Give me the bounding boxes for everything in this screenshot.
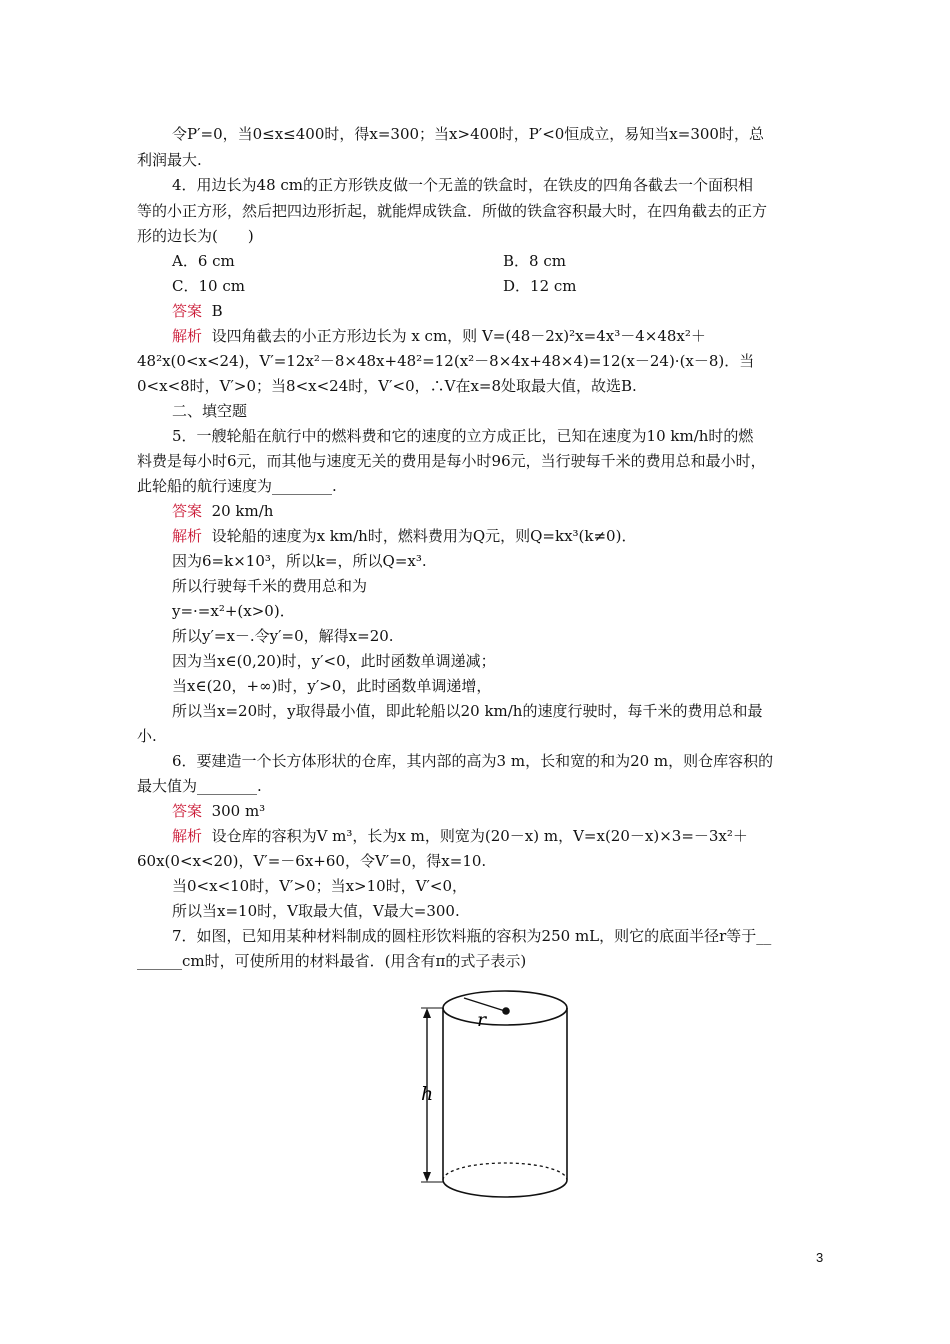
height-arrow-top <box>423 1008 431 1018</box>
text-line: 小. <box>137 727 157 745</box>
center-dot <box>502 1007 510 1015</box>
answer-label: 答案 <box>172 502 203 520</box>
cylinder-bottom-back <box>443 1163 567 1180</box>
radius-label: r <box>477 1009 487 1031</box>
text-line: 当0<x<10时，V′>0；当x>10时，V′<0， <box>172 877 468 895</box>
text-line: 因为当x∈(0,20)时，y′<0，此时函数单调递减； <box>172 652 496 670</box>
answer-label: 答案 <box>172 802 203 820</box>
text-line: 0<x<8时，V′>0；当8<x<24时，V′<0，∴V在x=8处取最大值，故选B. <box>137 377 637 395</box>
analysis-text: 设轮船的速度为x km/h时，燃料费用为Q元，则Q=kx³(k≠0)． <box>211 527 637 545</box>
text-line: 所以行驶每千米的费用总和为 <box>172 577 368 595</box>
answer-value: B <box>211 302 223 320</box>
answer-line <box>172 501 273 521</box>
analysis-text: 设仓库的容积为V m³，长为x m，则宽为(20－x) m，V=x(20－x)×3=－3x²＋ <box>211 827 748 845</box>
text-line: 当x∈(20，+∞)时，y′>0，此时函数单调递增， <box>172 677 492 695</box>
height-label: h <box>421 1083 434 1105</box>
answer-line <box>172 301 223 321</box>
analysis-line <box>172 826 748 846</box>
analysis-label: 解析 <box>172 527 203 545</box>
option-c: C．10 cm <box>172 277 245 295</box>
text-line: 最大值为________. <box>137 777 262 795</box>
text-line: 此轮船的航行速度为________. <box>137 477 337 495</box>
height-arrow-bottom <box>423 1172 431 1182</box>
text-line: 令P′=0，当0≤x≤400时，得x=300；当x>400时，P′<0恒成立，易知当x=300时，总 <box>172 125 764 143</box>
text-line: 形的边长为( ) <box>137 227 254 245</box>
text-line: 料费是每小时6元，而其他与速度无关的费用是每小时96元，当行驶每千米的费用总和最小时， <box>137 452 766 470</box>
answer-label: 答案 <box>172 302 203 320</box>
analysis-text: 设四角截去的小正方形边长为 x cm，则 V=(48－2x)²x=4x³－4×48x²＋ <box>211 327 706 345</box>
analysis-label: 解析 <box>172 827 203 845</box>
text-line: 等的小正方形，然后把四边形折起，就能焊成铁盒．所做的铁盒容积最大时，在四角截去的正方 <box>137 202 768 220</box>
answer-value: 300 m³ <box>211 802 266 820</box>
option-d: D．12 cm <box>503 277 577 295</box>
text-line: 利润最大. <box>137 151 202 169</box>
text-line: 所以当x=20时，y取得最小值，即此轮船以20 km/h的速度行驶时，每千米的费用总和最 <box>172 702 763 720</box>
question-4: 4．用边长为48 cm的正方形铁皮做一个无盖的铁盒时，在铁皮的四角各截去一个面积相 <box>172 176 754 194</box>
answer-line <box>172 801 265 821</box>
page-number: 3 <box>816 1250 824 1265</box>
answer-value: 20 km/h <box>211 502 274 520</box>
text-line: 所以当x=10时，V取最大值，V最大=300. <box>172 902 460 920</box>
question-5: 5．一艘轮船在航行中的燃料费和它的速度的立方成正比，已知在速度为10 km/h时的燃 <box>172 427 754 445</box>
text-line: 48²x(0<x<24)，V′=12x²－8×48x+48²=12(x²－8×4x+48×4)=12(x－24)·(x－8)．当 <box>137 352 755 370</box>
analysis-line <box>172 326 706 346</box>
text-line: 60x(0<x<20)，V′=－6x+60，令V′=0，得x=10. <box>137 852 487 870</box>
section-heading: 二、填空题 <box>172 402 248 420</box>
question-6: 6．要建造一个长方体形状的仓库，其内部的高为3 m，长和宽的和为20 m，则仓库容积的 <box>172 752 774 770</box>
text-line: ______cm时，可使所用的材料最省．(用含有π的式子表示) <box>137 952 527 970</box>
option-b: B．8 cm <box>503 252 566 270</box>
cylinder-bottom-front <box>443 1180 567 1197</box>
text-line: 因为6=k×10³，所以k=，所以Q=x³. <box>172 552 427 570</box>
text-line: 所以y′=x－.令y′=0，解得x=20. <box>172 627 394 645</box>
text-line: y=·=x²+(x>0)． <box>172 602 295 620</box>
option-a: A．6 cm <box>172 252 235 270</box>
cylinder-figure <box>397 978 583 1210</box>
question-7: 7．如图，已知用某种材料制成的圆柱形饮料瓶的容积为250 mL，则它的底面半径r等于__ <box>172 927 772 945</box>
analysis-line <box>172 526 636 546</box>
analysis-label: 解析 <box>172 327 203 345</box>
